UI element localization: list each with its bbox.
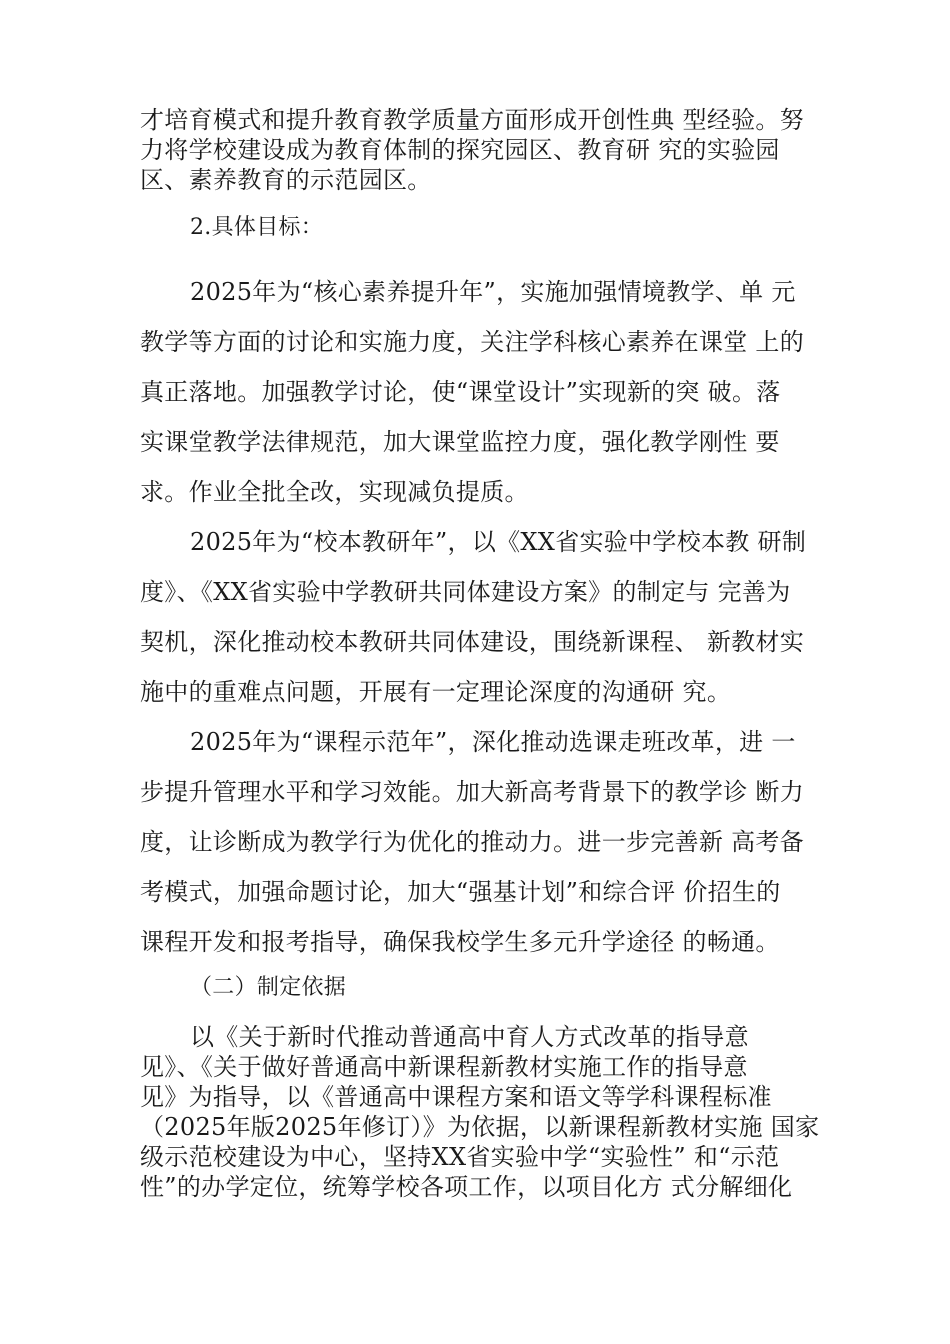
text-line: 课程开发和报考指导，确保我校学生多元升学途径 的畅通。	[140, 928, 780, 956]
text-line: 真正落地。加强教学讨论，使“课堂设计”实现新的突 破。落	[140, 378, 781, 406]
text-line: 步提升管理水平和学习效能。加大新高考背景下的教学诊 断力	[140, 778, 805, 806]
text-line: （2025年版2025年修订）》为依据，以新课程新教材实施 国家	[140, 1113, 820, 1141]
text-line: 性”的办学定位，统筹学校各项工作，以项目化方 式分解细化	[140, 1173, 793, 1201]
text-line: 教学等方面的讨论和实施力度，关注学科核心素养在课堂 上的	[140, 328, 805, 356]
section-heading-basis: （二）制定依据	[190, 975, 347, 1000]
text-line: 求。作业全批全改，实现减负提质。	[140, 478, 529, 506]
text-line: 见》、《关于做好普通高中新课程新教材实施工作的指导意	[140, 1053, 748, 1081]
text-line: 2025年为“核心素养提升年”，实施加强情境教学、单 元	[190, 278, 796, 306]
text-line: 以《关于新时代推动普通高中育人方式改革的指导意	[190, 1023, 749, 1051]
text-line: 2025年为“课程示范年”，深化推动选课走班改革，进 一	[190, 728, 796, 756]
text-line: 才培育模式和提升教育教学质量方面形成开创性典 型经验。努	[140, 106, 805, 134]
text-line: 2025年为“校本教研年”，以《XX省实验中学校本教 研制	[190, 528, 807, 556]
text-line: 见》为指导，以《普通高中课程方案和语文等学科课程标准	[140, 1083, 772, 1111]
text-line: 实课堂教学法律规范，加大课堂监控力度，强化教学刚性 要	[140, 428, 780, 456]
text-line: 契机，深化推动校本教研共同体建设，围绕新课程、 新教材实	[140, 628, 805, 656]
text-line: 度，让诊断成为教学行为优化的推动力。进一步完善新 高考备	[140, 828, 805, 856]
text-line: 力将学校建设成为教育体制的探究园区、教育研 究的实验园	[140, 136, 780, 164]
text-line: 考模式，加强命题讨论，加大“强基计划”和综合评 价招生的	[140, 878, 781, 906]
text-line: 级示范校建设为中心，坚持XX省实验中学“实验性” 和“示范	[140, 1143, 780, 1171]
text-line: 施中的重难点问题，开展有一定理论深度的沟通研 究。	[140, 678, 732, 706]
text-line: 区、素养教育的示范园区。	[140, 166, 432, 194]
text-line: 度》、《XX省实验中学教研共同体建设方案》的制定与 完善为	[140, 578, 791, 606]
section-heading-specific-goals: 2.具体目标：	[190, 215, 324, 240]
